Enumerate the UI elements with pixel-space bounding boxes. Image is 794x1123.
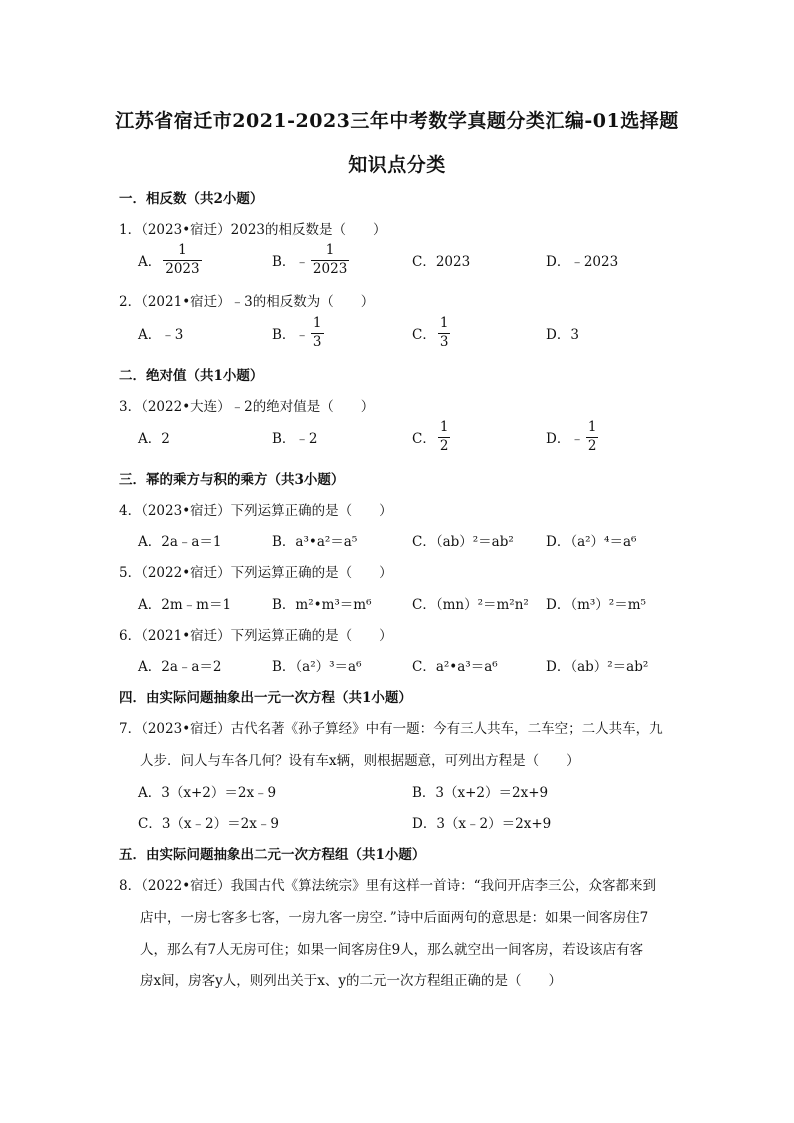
fraction: $\frac{1}{2023}$: [312, 242, 348, 277]
question-5-option-a: A．2m﹣m＝1: [138, 597, 232, 613]
question-4-option-c: C．（ab）²＝ab²: [412, 534, 514, 550]
fraction: $\frac{1}{3}$: [439, 315, 449, 350]
document-title: 江苏省宿迁市2021-2023三年中考数学真题分类汇编-01选择题: [115, 110, 679, 132]
fraction: $\frac{1}{3}$: [312, 315, 322, 350]
question-8-stem-line-1: 8．（2022•宿迁）我国古代《算法统宗》里有这样一首诗：“我问开店李三公，众客都来到: [119, 878, 657, 894]
question-4-option-d: D．（a²）⁴＝a⁶: [546, 534, 637, 550]
question-3-stem: 3．（2022•大连）﹣2的绝对值是（ ）: [119, 399, 375, 415]
question-1-option-c: C．2023: [412, 254, 471, 270]
question-1-option-d: D．﹣2023: [546, 254, 619, 270]
section-heading: 三．幂的乘方与积的乘方（共3小题）: [119, 472, 345, 488]
question-2-option-d: D．3: [546, 327, 579, 343]
question-2-option-c: C． $\frac{1}{3}$: [412, 315, 449, 350]
question-4-stem: 4．（2023•宿迁）下列运算正确的是（ ）: [119, 503, 393, 519]
question-8-stem-line-3: 人，那么有7人无房可住；如果一间客房住9人，那么就空出一间客房，若设该店有客: [140, 942, 644, 958]
question-1-stem: 1．（2023•宿迁）2023的相反数是（ ）: [119, 222, 387, 238]
question-3-option-b: B．﹣2: [272, 431, 318, 447]
question-1-option-a: A． $\frac{1}{2023}$: [138, 242, 200, 277]
question-6-option-b: B．（a²）³＝a⁶: [272, 659, 362, 675]
question-3-option-a: A．2: [138, 431, 170, 447]
question-7-stem-line-1: 7．（2023•宿迁）古代名著《孙子算经》中有一题：今有三人共车，二车空；二人共车，九: [119, 721, 663, 737]
question-4-option-a: A．2a﹣a＝1: [138, 534, 222, 550]
section-heading: 四．由实际问题抽象出一元一次方程（共1小题）: [119, 690, 412, 706]
question-7-option-b: B．3（x+2）＝2x+9: [412, 785, 549, 801]
question-2-option-a: A．﹣3: [138, 327, 184, 343]
question-7-option-a: A．3（x+2）＝2x﹣9: [138, 785, 277, 801]
question-6-option-a: A．2a﹣a＝2: [138, 659, 222, 675]
question-2-stem: 2．（2021•宿迁）﹣3的相反数为（ ）: [119, 294, 375, 310]
fraction: $\frac{1}{2}$: [587, 419, 597, 454]
question-3-option-d: D．﹣ $\frac{1}{2}$: [546, 419, 597, 454]
question-7-option-c: C．3（x﹣2）＝2x﹣9: [138, 816, 279, 832]
fraction: $\frac{1}{2}$: [439, 419, 449, 454]
question-3-option-c: C． $\frac{1}{2}$: [412, 419, 449, 454]
question-6-option-d: D．（ab）²＝ab²: [546, 659, 649, 675]
question-2-option-b: B．﹣ $\frac{1}{3}$: [272, 315, 322, 350]
question-7-stem-line-2: 人步．问人与车各几何？设有车x辆，则根据题意，可列出方程是（ ）: [140, 753, 580, 769]
question-8-stem-line-4: 房x间，房客y人，则列出关于x、y的二元一次方程组正确的是（ ）: [140, 973, 562, 989]
section-heading: 五．由实际问题抽象出二元一次方程组（共1小题）: [119, 847, 426, 863]
question-5-option-d: D．（m³）²＝m⁵: [546, 597, 646, 613]
section-heading: 二．绝对值（共1小题）: [119, 368, 264, 384]
question-6-option-c: C．a²•a³＝a⁶: [412, 659, 498, 675]
document-subtitle: 知识点分类: [348, 154, 446, 176]
question-5-option-b: B．m²•m³＝m⁶: [272, 597, 372, 613]
question-5-stem: 5．（2022•宿迁）下列运算正确的是（ ）: [119, 565, 393, 581]
section-heading: 一．相反数（共2小题）: [119, 191, 264, 207]
question-8-stem-line-2: 店中，一房七客多七客，一房九客一房空．”诗中后面两句的意思是：如果一间客房住7: [140, 910, 649, 926]
question-4-option-b: B．a³•a²＝a⁵: [272, 534, 358, 550]
question-6-stem: 6．（2021•宿迁）下列运算正确的是（ ）: [119, 628, 393, 644]
question-5-option-c: C．（mn）²＝m²n²: [412, 597, 529, 613]
question-1-option-b: B． ﹣ $\frac{1}{2023}$: [272, 242, 348, 277]
question-7-option-d: D．3（x﹣2）＝2x+9: [412, 816, 552, 832]
fraction: $\frac{1}{2023}$: [165, 242, 200, 277]
